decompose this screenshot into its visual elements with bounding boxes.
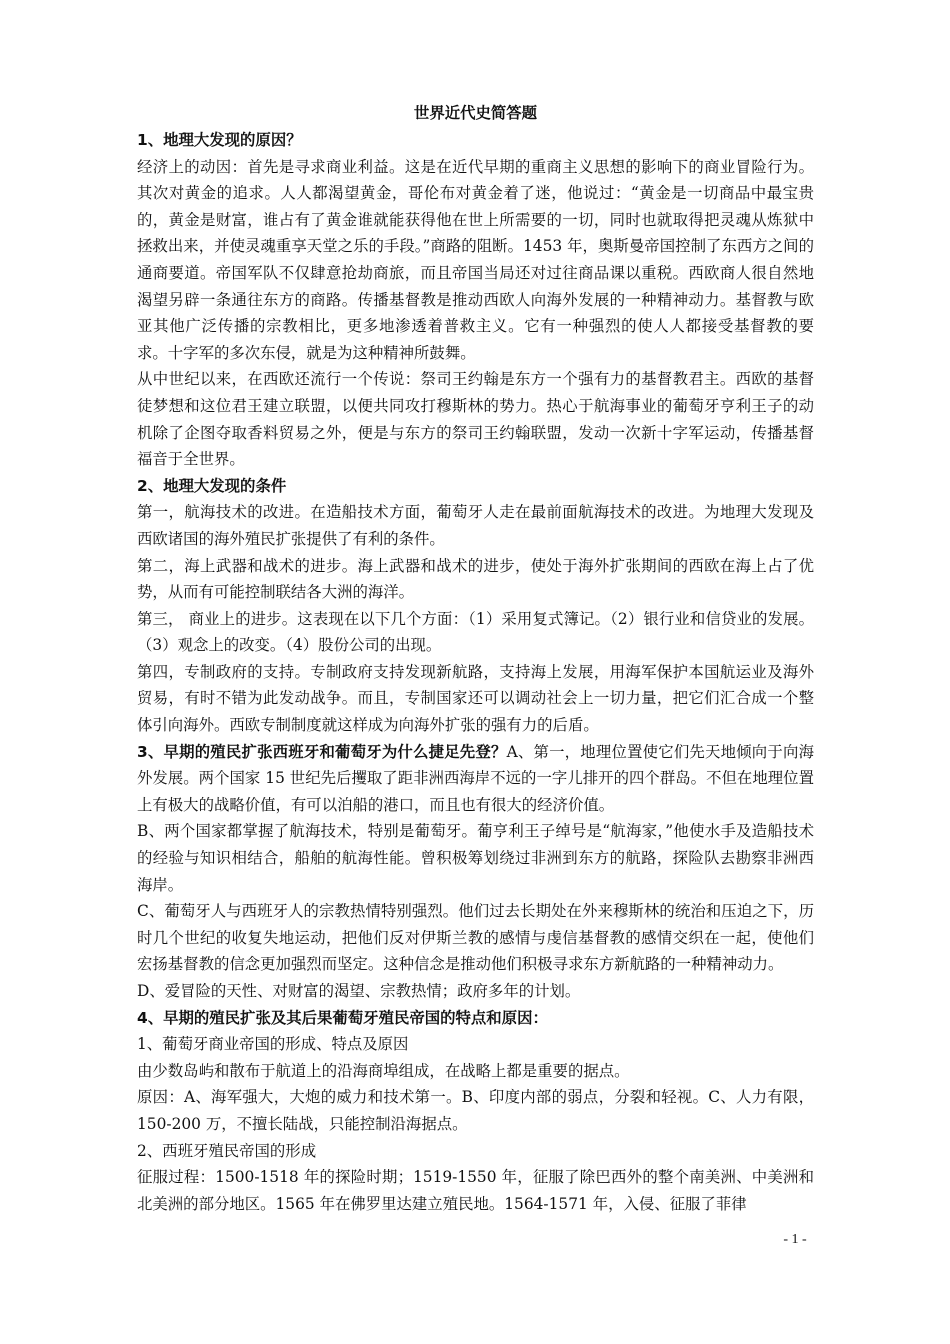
question-4-heading: 4、早期的殖民扩张及其后果葡萄牙殖民帝国的特点和原因：	[137, 1008, 548, 1027]
question-4-paragraph-4: 2、西班牙殖民帝国的形成	[137, 1141, 317, 1160]
question-1-paragraph-1: 经济上的动因：首先是寻求商业利益。这是在近代早期的重商主义思想的影响下的商业冒险行为。其次对黄金的追求。人人都渴望黄金，哥伦布对黄金着了迷，他说过：“黄金是一切商品中最宝贵的，黄金是财富，谁占有了黄金谁就能获得他在世上所需要的一切，同时也就取得把灵魂从炼狱中拯救出来，并使灵魂重享天堂之乐的手段。”商路的阻断。1453 年，奥斯曼帝国控制了东西方之间的通商要道。帝国军队不仅肆意抢劫商旅，而且帝国当局还对过往商品课以重税。西欧商人很自然地渴望另辟一条通往东方的商路。传播基督教是推动西欧人向海外发展的一种精神动力。基督教与欧亚其他广泛传播的宗教相比，更多地渗透着普救主义。它有一种强烈的使人人都接受基督教的要求。十字军的多次东侵，就是为这种精神所鼓舞。	[137, 157, 814, 362]
question-4-paragraph-3: 原因：A、海军强大，大炮的威力和技术第一。B、印度内部的弱点，分裂和轻视。C、人力有限，150-200 万，不擅长陆战，只能控制沿海据点。	[137, 1088, 814, 1133]
question-3-answer-a: A、第一，地理位置使它们先天地倾向于向海外发展。两个国家 15 世纪先后攫取了距非洲西海岸不远的一字儿排开的四个群岛。不但在地理位置上有极大的战略价值，有可以泊船的港口，而且也有很大的经济价值。	[137, 742, 814, 814]
question-4-paragraph-2: 由少数岛屿和散布于航道上的沿海商埠组成，在战略上都是重要的据点。	[137, 1061, 630, 1080]
question-3-paragraph-1	[137, 739, 814, 819]
question-3-paragraph-2: B、两个国家都掌握了航海技术，特别是葡萄牙。葡亨利王子绰号是“航海家，”他使水手及造船技术的经验与知识相结合，船舶的航海性能。曾积极筹划绕过非洲到东方的航路，探险队去勘察非洲西海岸。	[137, 822, 814, 894]
question-3-heading: 3、早期的殖民扩张西班牙和葡萄牙为什么捷足先登？	[137, 742, 507, 761]
question-4-paragraph-1: 1、葡萄牙商业帝国的形成、特点及原因	[137, 1035, 409, 1054]
question-4-paragraph-5: 征服过程：1500-1518 年的探险时期；1519-1550 年，征服了除巴西外的整个南美洲、中美洲和北美洲的部分地区。1565 年在佛罗里达建立殖民地。1564-1571 年，入侵、征服了菲律	[137, 1168, 814, 1213]
question-2-paragraph-2: 第二，海上武器和战术的进步。海上武器和战术的进步，使处于海外扩张期间的西欧在海上占了优势，从而有可能控制联结各大洲的海洋。	[137, 556, 814, 602]
question-1-heading: 1、地理大发现的原因？	[137, 131, 302, 149]
question-3-paragraph-4: D、爱冒险的天性、对财富的渴望、宗教热情；政府多年的计划。	[137, 982, 581, 1000]
question-2-paragraph-1: 第一，航海技术的改进。在造船技术方面，葡萄牙人走在最前面航海技术的改进。为地理大发现及西欧诸国的海外殖民扩张提供了有利的条件。	[137, 503, 814, 548]
page-number: - 1 -	[783, 1232, 807, 1247]
question-2-heading: 2、地理大发现的条件	[137, 476, 287, 495]
question-2-paragraph-3: 第三， 商业上的进步。这表现在以下几个方面：（1）采用复式簿记。（2）银行业和信贷业的发展。（3）观念上的改变。（4）股份公司的出现。	[137, 609, 814, 655]
document-title: 世界近代史简答题	[413, 104, 538, 122]
document-page	[137, 100, 814, 1217]
question-3-paragraph-3: C、葡萄牙人与西班牙人的宗教热情特别强烈。他们过去长期处在外来穆斯林的统治和压迫之下，历时几个世纪的收复失地运动，把他们反对伊斯兰教的感情与虔信基督教的感情交织在一起，使他们宏扬基督教的信念更加强烈而坚定。这种信念是推动他们积极寻求东方新航路的一种精神动力。	[137, 902, 814, 974]
question-1-paragraph-2: 从中世纪以来，在西欧还流行一个传说：祭司王约翰是东方一个强有力的基督教君主。西欧的基督徒梦想和这位君王建立联盟，以便共同攻打穆斯林的势力。热心于航海事业的葡萄牙亨利王子的动机除了企图夺取香料贸易之外，便是与东方的祭司王约翰联盟，发动一次新十字军运动，传播基督福音于全世界。	[137, 370, 814, 469]
question-2-paragraph-4: 第四，专制政府的支持。专制政府支持发现新航路，支持海上发展，用海军保护本国航运业及海外贸易，有时不错为此发动战争。而且，专制国家还可以调动社会上一切力量，把它们汇合成一个整体引向海外。西欧专制制度就这样成为向海外扩张的强有力的后盾。	[137, 662, 814, 735]
